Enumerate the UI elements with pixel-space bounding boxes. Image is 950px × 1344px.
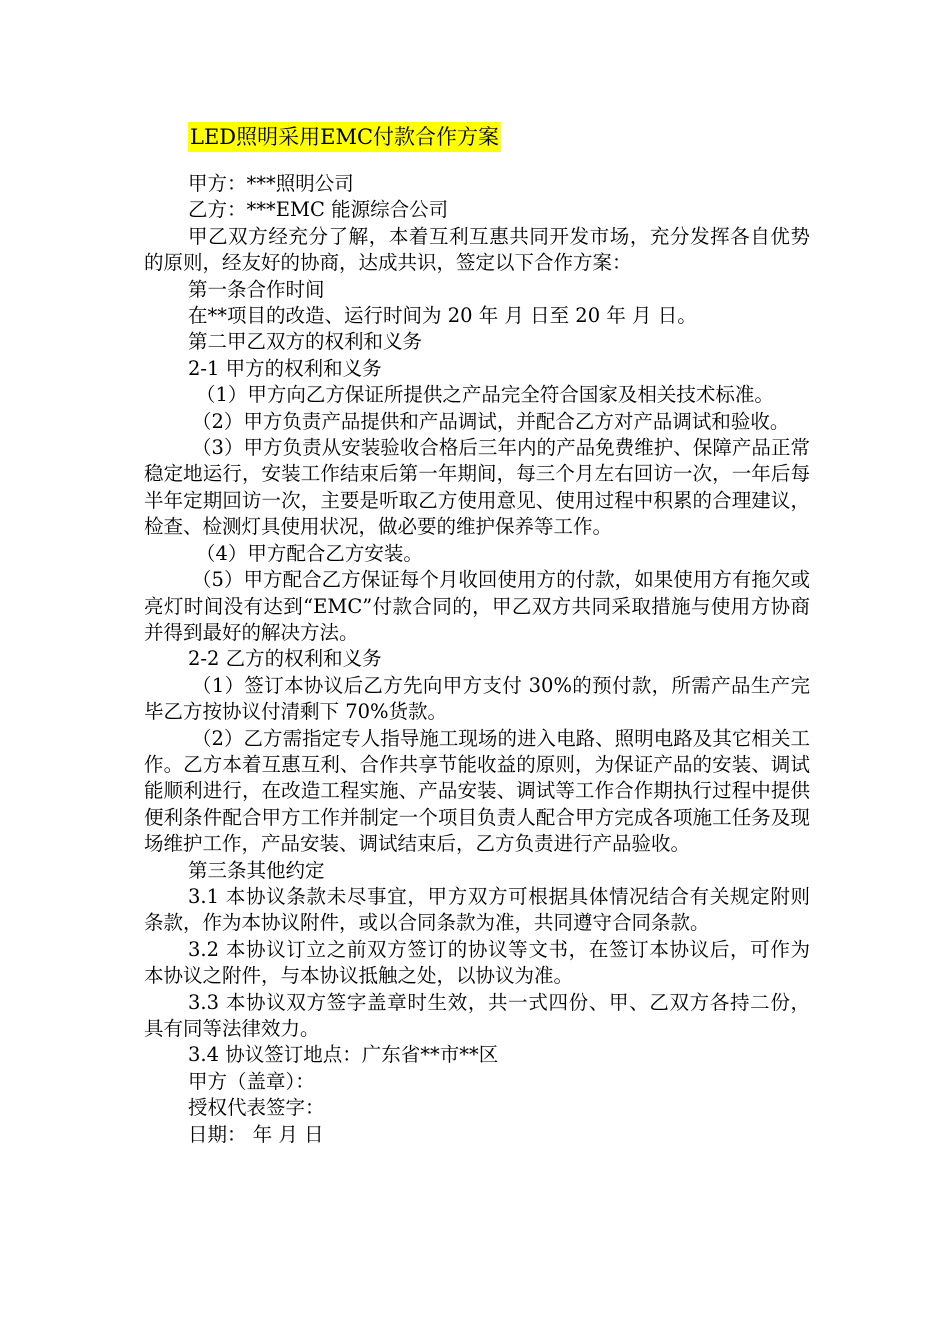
party-a-seal-line: 甲方（盖章）： (188, 1069, 315, 1093)
article-2-heading: 第二甲乙双方的权利和义务 (188, 330, 423, 354)
article-1-heading: 第一条合作时间 (188, 277, 325, 301)
clause-2-1-3: （3）甲方负责从安装验收合格后三年内的产品免费维护、保障产品正常稳定地运行，安装工作结束后第一年期间，每三个月左右回访一次，一年后每半年定期回访一次，主要是听取乙方使用意见、使用过程中积累的合理建议，检查、检测灯具使用状况，做必要的维护保养等工作。 (144, 436, 810, 539)
cooperation-period: 在**项目的改造、运行时间为 20 年 月 日至 20 年 月 日。 (188, 304, 697, 328)
party-b-line: 乙方：***EMC 能源综合公司 (188, 198, 449, 222)
clause-2-2-1: （1）签订本协议后乙方先向甲方支付 30%的预付款，所需产品生产完毕乙方按协议付清剩下 70%货款。 (144, 673, 810, 724)
party-a-line: 甲方：***照明公司 (188, 172, 354, 195)
clause-3-2: 3.2 本协议订立之前双方签订的协议等文书，在签订本协议后，可作为本协议之附件，与本协议抵触之处，以协议为准。 (144, 937, 810, 988)
article-3-heading: 第三条其他约定 (188, 858, 325, 882)
title-block (188, 122, 501, 152)
clause-3-1: 3.1 本协议条款未尽事宜，甲方双方可根据具体情况结合有关规定附则条款，作为本协议附件，或以合同条款为准，共同遵守合同条款。 (144, 884, 810, 935)
date-line: 日期： 年 月 日 (188, 1122, 324, 1146)
clause-3-3: 3.3 本协议双方签字盖章时生效，共一式四份、甲、乙双方各持二份，具有同等法律效力。 (144, 990, 810, 1040)
document-body (144, 171, 810, 1148)
authorized-signature-line: 授权代表签字： (188, 1096, 325, 1120)
clause-2-1-4: （4）甲方配合乙方安装。 (196, 541, 423, 565)
clause-3-4: 3.4 协议签订地点：广东省**市**区 (188, 1043, 499, 1067)
clause-2-1-1: （1）甲方向乙方保证所提供之产品完全符合国家及相关技术标准。 (196, 383, 774, 407)
document-title: LED照明采用EMC付款合作方案 (188, 122, 501, 152)
section-2-2-heading: 2-2 乙方的权利和义务 (188, 647, 382, 671)
clause-2-1-5: （5）甲方配合乙方保证每个月收回使用方的付款，如果使用方有拖欠或亮灯时间没有达到“EMC”付款合同的，甲乙双方共同采取措施与使用方协商并得到最好的解决方法。 (144, 568, 810, 644)
clause-2-1-2: （2）甲方负责产品提供和产品调试，并配合乙方对产品调试和验收。 (192, 409, 790, 433)
clause-2-2-2: （2）乙方需指定专人指导施工现场的进入电路、照明电路及其它相关工作。乙方本着互惠互利、合作共享节能收益的原则，为保证产品的安装、调试能顺利进行，在改造工程实施、产品安装、调试等工作合作期执行过程中提供便利条件配合甲方工作并制定一个项目负责人配合甲方完成各项施工任务及现场维护工作，产品安装、调试结束后，乙方负责进行产品验收。 (144, 726, 810, 856)
intro-paragraph: 甲乙双方经充分了解，本着互利互惠共同开发市场，充分发挥各自优势的原则，经友好的协商，达成共识，签定以下合作方案： (144, 224, 810, 275)
section-2-1-heading: 2-1 甲方的权利和义务 (188, 356, 382, 380)
